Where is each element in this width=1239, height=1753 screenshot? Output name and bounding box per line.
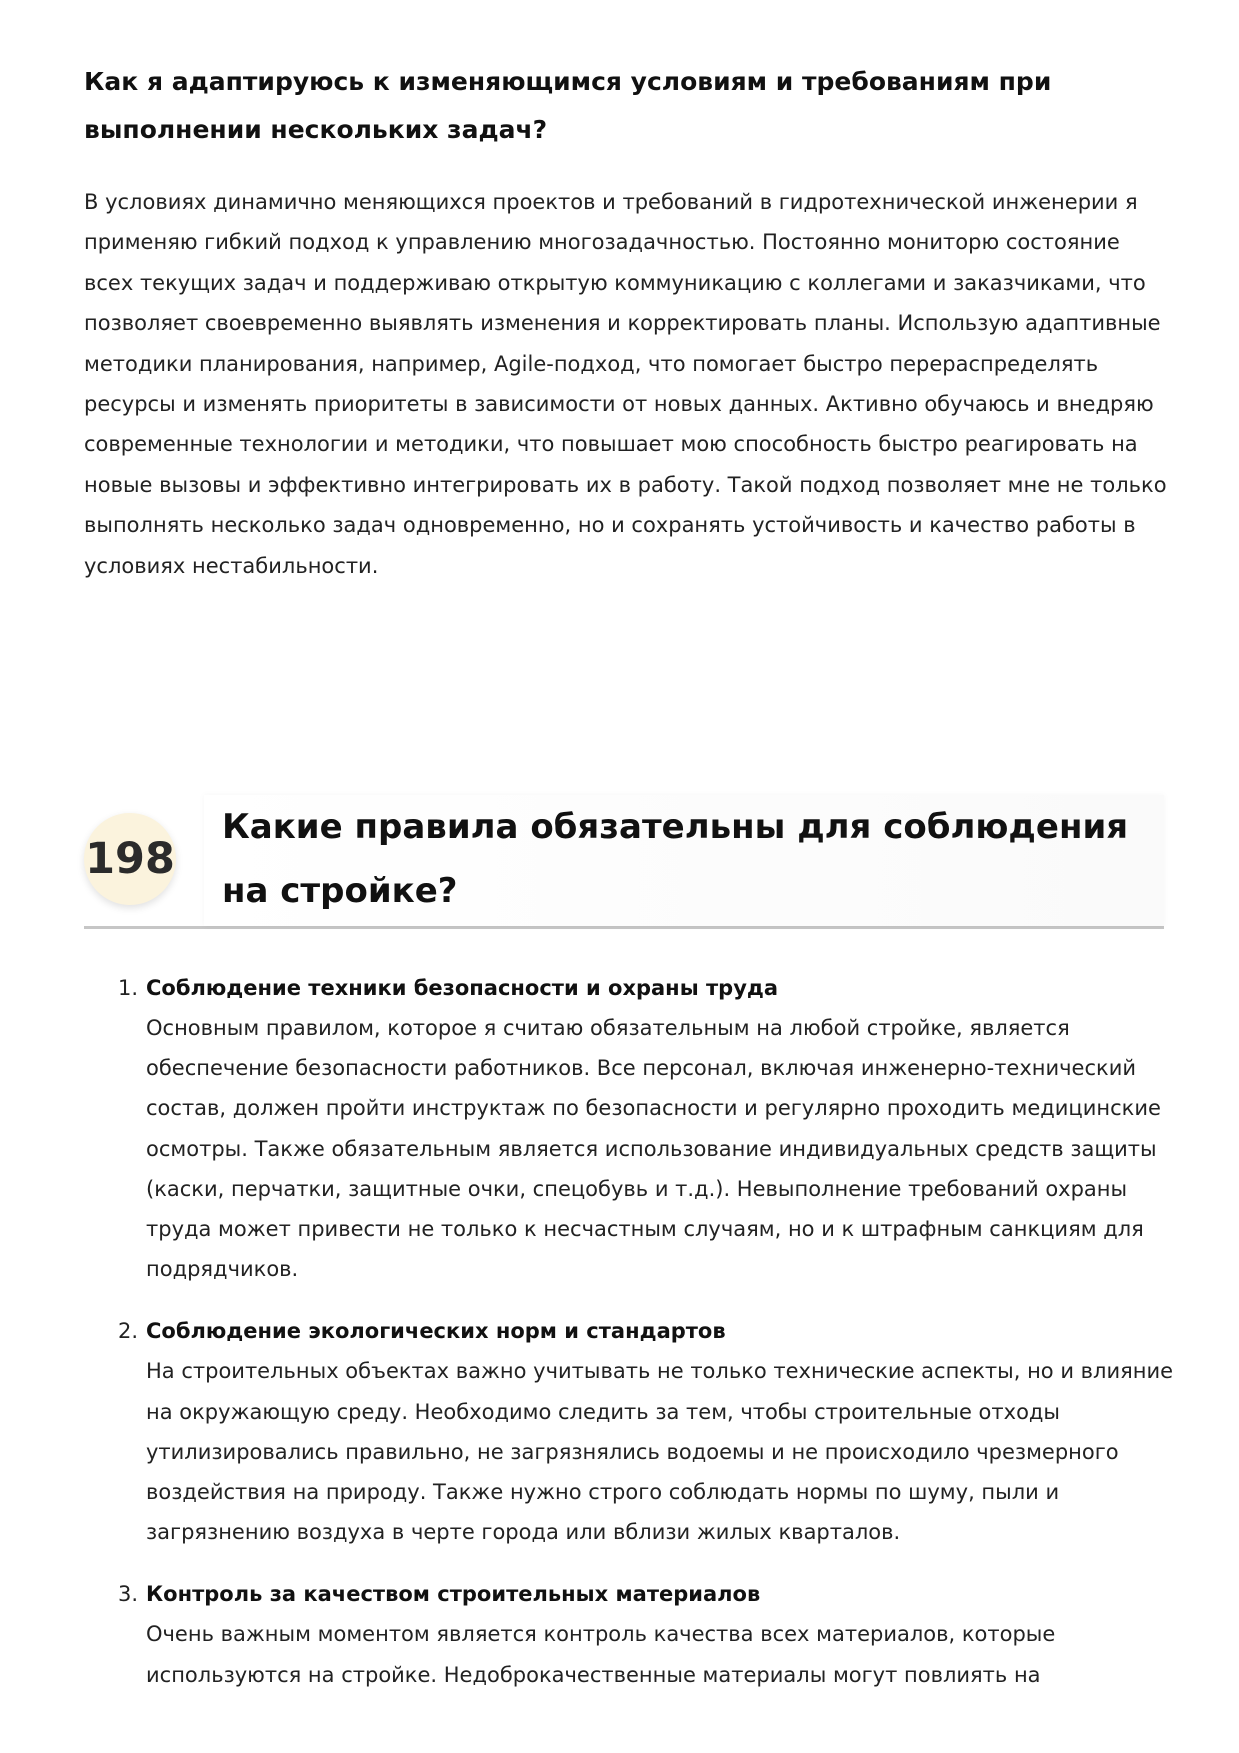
question-number-badge: 198 (84, 813, 176, 905)
list-item-title: Соблюдение экологических норм и стандартов (146, 1319, 726, 1344)
list-item (84, 968, 1174, 1289)
question-title: Какие правила обязательны для соблюдения на стройке? (222, 807, 1129, 911)
rules-list (84, 968, 1174, 1717)
list-item-text: Очень важным моментом является контроль качества всех материалов, которые используются на стройке. Недоброкачественные материалы могут повлиять на (146, 1622, 1056, 1687)
question-header (84, 795, 1164, 929)
list-item-title: Контроль за качеством строительных материалов (146, 1582, 761, 1607)
list-item-number: 1. (118, 976, 139, 1000)
list-item-text: Основным правилом, которое я считаю обязательным на любой стройке, является обеспечение безопасности работников. Все персонал, включая инженерно-технический состав, должен пройти инструктаж по безопасности и регулярно проходить медицинские осмотры. Также обязательным является использование индивидуальных средств защиты (каски, перчатки, защитные очки, спецобувь и т.д.). Невыполнение требований охраны труда может привести не только к несчастным случаям, но и к штрафным санкциям для подрядчиков. (146, 1016, 1161, 1282)
list-item (84, 1311, 1174, 1552)
list-item-number: 2. (118, 1319, 139, 1344)
list-item (84, 1574, 1174, 1694)
list-item-title: Соблюдение техники безопасности и охраны труда (146, 976, 779, 1000)
list-item-text: На строительных объектах важно учитывать не только технические аспекты, но и влияние на окружающую среду. Необходимо следить за тем, чтобы строительные отходы утилизировались правильно, не загрязнялись водоемы и не происходило чрезмерного воздействия на природу. Также нужно строго соблюдать нормы по шуму, пыли и загрязнению воздуха в черте города или вблизи жилых кварталов. (146, 1359, 1174, 1545)
previous-question-title: Как я адаптируюсь к изменяющимся условиям и требованиям при выполнении нескольких задач? (84, 67, 1052, 144)
previous-question-answer: В условиях динамично меняющихся проектов и требований в гидротехнической инженерии я применяю гибкий подход к управлению многозадачностью. Постоянно мониторю состояние всех текущих задач и поддерживаю открытую коммуникацию с коллегами и заказчиками, что позволяет своевременно выявлять изменения и корректировать планы. Использую адаптивные методики планирования, например, Agile-подход, что помогает быстро перераспределять ресурсы и изменять приоритеты в зависимости от новых данных. Активно обучаюсь и внедряю современные технологии и методики, что повышает мою способность быстро реагировать на новые вызовы и эффективно интегрировать их в работу. Такой подход позволяет мне не только выполнять несколько задач одновременно, но и сохранять устойчивость и качество работы в условиях нестабильности. (84, 190, 1167, 578)
list-item-number: 3. (118, 1582, 139, 1607)
